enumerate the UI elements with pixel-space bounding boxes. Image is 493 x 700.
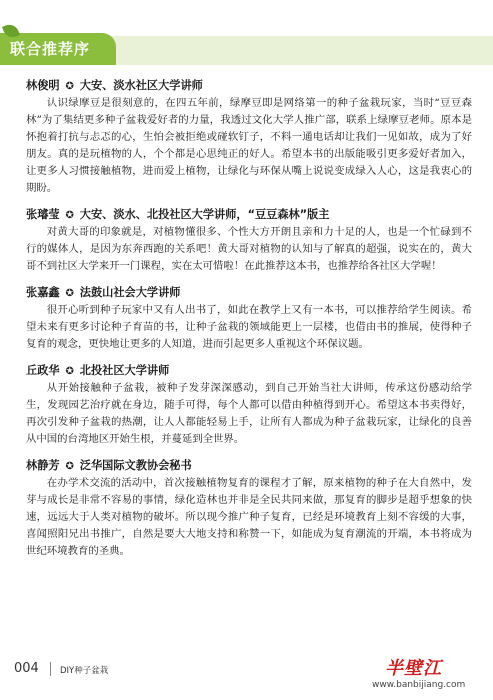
watermark-url: www.banbijiang.com [372, 680, 466, 690]
recommendation-text: 在办学术交流的活动中，首次接触植物复育的课程才了解，原来植物的种子在大自然中，发芽与成长是非常不容易的事情，绿化造林也并非是全民共同来做，那复育的脚步是超乎想象的快速，远远大于人类对植物的破坏。所以现今推广种子复育，已经是环境教育上刻不容缓的大事，喜闻照阳兄出书推广，自然是要大大地支持和称赞一下，如能成为复育潮流的开端，本书将成为世纪环境教育的圣典。 [26, 477, 472, 557]
recommendation-text: 很开心听到种子玩家中又有人出书了，如此在教学上又有一本书，可以推荐给学生阅读。希望未来有更多讨论种子育苗的书，让种子盆栽的领域能更上一层楼，也借由书的推展，使得种子复育的观念，更快地让更多的人知道，进而引起更多人重视这个环保议题。 [26, 304, 472, 350]
author-line [26, 77, 472, 95]
star-icon: ✪ [65, 210, 74, 221]
author-role: 大安、淡水、北投社区大学讲师，“豆豆森林”版主 [79, 208, 330, 221]
recommendation-5 [26, 457, 472, 560]
footer-divider [50, 662, 51, 676]
star-icon: ✪ [65, 461, 74, 472]
author-name: 林静芳 [26, 459, 60, 472]
watermark-logo: 半壁江 [385, 658, 442, 679]
recommendation-text: 从开始接触种子盆栽，被种子发芽深深感动，到自己开始当社大讲师，传承这份感动给学生，发现园艺治疗就在身边，随手可得，每个人都可以借由种植得到开心。希望这本书卖得好，再次引发种子盆栽的热潮，让人人都能轻易上手，让所有人都成为种子盆栽玩家，让绿化的良善从中国的台湾地区开始生根，并蔓延到全世界。 [26, 382, 472, 445]
recommendation-4 [26, 362, 472, 448]
author-line [26, 457, 472, 475]
recommendation-list [26, 68, 472, 560]
author-role: 泛华国际文教协会秘书 [79, 459, 192, 472]
page-number: 004 [14, 661, 39, 676]
author-name: 张璿莹 [26, 208, 60, 221]
recommendation-2 [26, 206, 472, 275]
author-line [26, 206, 472, 224]
author-role: 法鼓山社会大学讲师 [79, 286, 181, 299]
section-title: 联合推荐序 [0, 33, 116, 65]
star-icon: ✪ [65, 288, 74, 299]
author-line [26, 284, 472, 302]
recommendation-text: 认识绿摩豆是很刻意的，在四五年前，绿摩豆即是网络第一的种子盆栽玩家，当时“豆豆森林”为了集结更多种子盆栽爱好者的力量，我透过文化大学人推广部，联系上绿摩豆老师。原本是怀抱着打抗与忐忑的心，生怕会被拒绝或碰软钉子，不料一通电话却让我们一见如故，成为了好朋友。真的是玩植物的人，个个都是心思纯正的好人。希望本书的出版能吸引更多爱好者加入，让更多人习惯接触植物，进而爱上植物，让绿化与环保从嘴上说说变成绿入人心，这是我衷心的期盼。 [26, 97, 472, 194]
star-icon: ✪ [65, 81, 74, 92]
author-name: 林俊明 [26, 79, 60, 92]
author-name: 丘政华 [26, 364, 60, 377]
author-line [26, 362, 472, 380]
star-icon: ✪ [65, 366, 74, 377]
recommendation-3 [26, 284, 472, 353]
author-role: 北投社区大学讲师 [79, 364, 170, 377]
book-title: DIY种子盆栽 [60, 666, 109, 676]
author-name: 张嘉鑫 [26, 286, 60, 299]
author-role: 大安、淡水社区大学讲师 [79, 79, 203, 92]
recommendation-1 [26, 77, 472, 197]
recommendation-text: 对黄大哥的印象就是，对植物懂很多、个性大方开朗且亲和力十足的人，也是一个忙碌到不行的媒体人，是因为东奔西跑的关系吧！黄大哥对植物的认知与了解真的超强，说实在的，黄大哥不到社区大学来开一门课程，实在太可惜啦！在此推荐这本书，也推荐给各社区大学喔！ [26, 226, 472, 272]
